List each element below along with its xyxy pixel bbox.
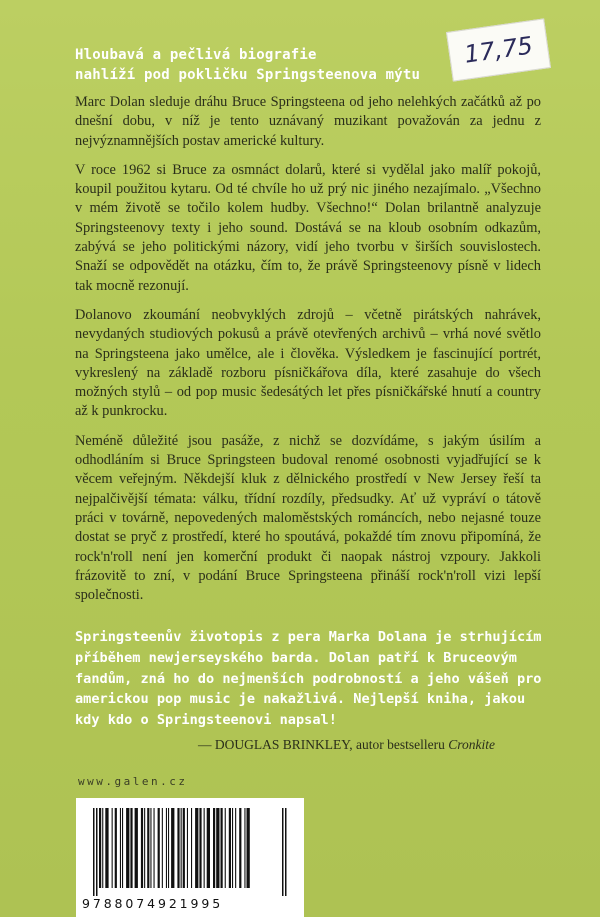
barcode-bar — [191, 808, 192, 888]
barcode-bar — [177, 808, 179, 888]
blurb-body — [75, 93, 541, 615]
review-quote: Springsteenův životopis z pera Marka Dolana je strhujícím příběhem newjerseyského barda. Dolan patří k Bruceovým fandům, zná ho do nejmenších podrobností a jeho vášeň pro americkou pop music je nakažlivá. Nejlepší kniha, jakou kdy kdo o Springsteenovi napsal! — [75, 629, 542, 729]
barcode-bar — [282, 808, 284, 896]
blurb-paragraph: Marc Dolan sleduje dráhu Bruce Springsteena od jeho nelehkých začátků až po dnešní dobu, v níž je tento uznávaný muzikant považován za jednu z nejvýznamnějších postav americké kultury. — [75, 94, 541, 149]
barcode-bar — [183, 808, 185, 888]
barcode-bar — [147, 808, 149, 888]
barcode-bar — [235, 808, 236, 888]
attribution-work: Cronkite — [448, 737, 495, 752]
barcode-bar — [232, 808, 233, 888]
price-sticker: 17,75 — [446, 18, 551, 81]
barcode-bar — [204, 808, 205, 888]
barcode-bar — [120, 808, 121, 888]
barcode-bar — [244, 808, 245, 888]
barcode — [93, 808, 287, 896]
barcode-bar — [216, 808, 219, 888]
headline-line-2: nahlíží pod pokličku Springsteenova mýtu — [75, 67, 421, 83]
barcode-bar — [247, 808, 250, 888]
headline — [75, 45, 435, 85]
headline-line-1: Hloubavá a pečlivá biografie — [75, 47, 317, 63]
barcode-bar — [112, 808, 113, 888]
blurb-paragraph: Dolanovo zkoumání neobvyklých zdrojů – včetně pirátských nahrávek, nevydaných studiových pokusů a právě otevřených archivů – vrhá nové světlo na Springsteena jako umělce, ale i člověka. Výsledkem je fascinující portrét, vykreslený na základě rozboru písničkářova díla, které zasahuje do všech možných stylů – od pop music šedesátých let přes písničkářské hnutí a country až k punkrocku. — [75, 306, 541, 420]
barcode-bar — [150, 808, 151, 888]
barcode-bar — [171, 808, 174, 888]
attribution-author: — DOUGLAS BRINKLEY, autor bestselleru — [198, 737, 449, 752]
barcode-bar — [158, 808, 160, 888]
barcode-bar — [135, 808, 138, 888]
blurb-paragraph: Neméně důležité jsou pasáže, z nichž se dozvídáme, s jakým úsilím a odhodláním si Bruce Springsteen budoval renomé osobnosti vyjadřující se k věcem veřejným. Někdejší kluk z dělnického prostředí v New Jersey řeší ta nejpalčivější témata: válku, třídní rozdíly, předsudky. Ať už vypráví o tátově práci v továrně, nepovedených maloměstských románcích, nebo nejasné touze dostat se pryč z prostředí, které ho spoutává, pokaždé tím znovu připomíná, že rock'n'roll není jen komerční produkt či naopak nástroj vzpoury. Jakkoli frázovitě to zní, v podání Bruce Springsteena přináší rock'n'roll vizi lepší společnosti. — [75, 432, 541, 604]
barcode-box — [76, 798, 304, 917]
barcode-bar — [93, 808, 95, 896]
barcode-bar — [162, 808, 163, 888]
barcode-bar — [115, 808, 117, 888]
blurb-paragraph: V roce 1962 si Bruce za osmnáct dolarů, které si vydělal jako malíř pokojů, koupil použitou kytaru. Od té chvíle ho už prý nic jiného nezajímalo. „Všechno v mém životě se točilo kolem hudby. Všechno!“ Dolan brilantně analyzuje Springsteenovy texty i jeho sound. Dostává se na kloub osobním odkazům, zabývá se jeho politickými názory, vidí jeho tvorbu v širších souvislostech. Snaží se odpovědět na otázku, čím to, že právě Springsteenovy písně v lidech tak mocně rezonují. — [75, 161, 541, 294]
barcode-bar — [213, 808, 215, 888]
isbn-number: 9788074921995 — [82, 896, 224, 911]
barcode-bar — [102, 808, 103, 888]
barcode-bar — [207, 808, 210, 888]
barcode-bar — [99, 808, 101, 888]
barcode-bar — [144, 808, 145, 888]
barcode-bar — [126, 808, 129, 888]
publisher-website[interactable]: www.galen.cz — [78, 775, 188, 788]
barcode-bar — [96, 808, 98, 896]
barcode-bar — [122, 808, 123, 888]
barcode-bar — [168, 808, 169, 888]
barcode-bar — [187, 808, 188, 888]
barcode-bar — [239, 808, 241, 888]
barcode-bar — [130, 808, 132, 888]
barcode-bar — [154, 808, 155, 888]
quote-attribution — [198, 737, 548, 753]
barcode-bar — [105, 808, 108, 888]
barcode-bar — [195, 808, 198, 888]
barcode-bar — [285, 808, 287, 896]
barcode-bar — [166, 808, 167, 888]
barcode-bar — [229, 808, 231, 888]
barcode-bar — [199, 808, 201, 888]
barcode-bar — [181, 808, 182, 888]
barcode-bar — [141, 808, 143, 888]
barcode-bar — [221, 808, 223, 888]
barcode-bar — [225, 808, 226, 888]
